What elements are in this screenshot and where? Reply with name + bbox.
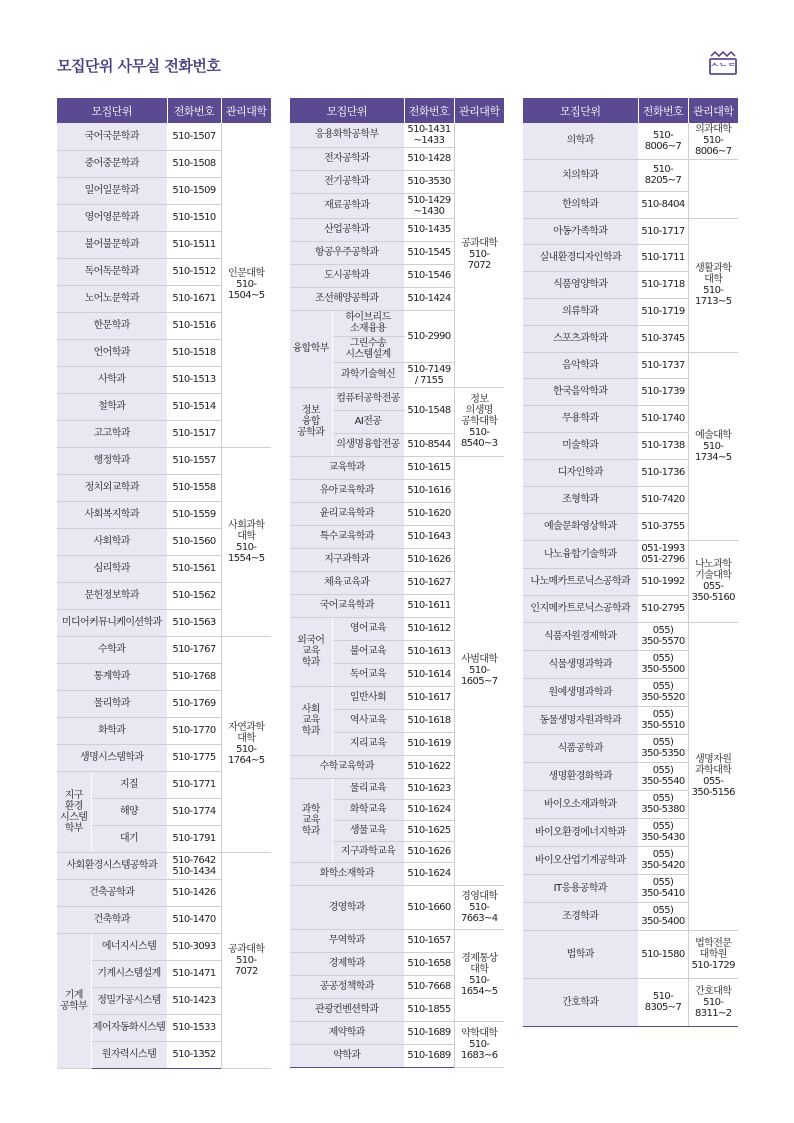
unit-name: 국어교육학과: [290, 594, 404, 617]
college-cell: 간호대학 510- 8311~2: [688, 978, 738, 1026]
unit-name: 조형학과: [523, 486, 638, 513]
phone-number: 510-1671: [167, 285, 221, 312]
phone-number: 510-1514: [167, 393, 221, 420]
phone-number: 510-2990: [404, 310, 454, 362]
unit-name: 지구과학과: [290, 548, 404, 571]
phone-number: 510-1428: [404, 147, 454, 170]
phone-number: 510-1658: [404, 952, 454, 975]
phone-number: 510-1660: [404, 885, 454, 929]
unit-name: 약학과: [290, 1044, 404, 1067]
unit-name: 동물생명자원과학과: [523, 706, 638, 734]
phone-number: 510-1516: [167, 312, 221, 339]
unit-name: 법학과: [523, 930, 638, 978]
phone-number: 510-2795: [638, 595, 688, 622]
phone-number: 510-1513: [167, 366, 221, 393]
phone-number: 510-1719: [638, 298, 688, 325]
unit-name: 문헌정보학과: [57, 582, 167, 609]
college-cell: 공과대학 510- 7072: [454, 123, 504, 387]
unit-name: 경제학과: [290, 952, 404, 975]
group-name: 기계 공학부: [57, 933, 91, 1068]
phone-number: 055) 350-5510: [638, 706, 688, 734]
unit-name: 조선해양공학과: [290, 287, 404, 310]
unit-name: 무역학과: [290, 929, 404, 952]
unit-name: 전자공학과: [290, 147, 404, 170]
unit-name: 화학소재학과: [290, 862, 404, 885]
university-logo-icon: [708, 50, 738, 76]
phone-number: 510-1560: [167, 528, 221, 555]
college-cell: 나노과학 기술대학 055- 350-5160: [688, 540, 738, 622]
unit-name: 원예생명과학과: [523, 678, 638, 706]
unit-name: 식품공학과: [523, 734, 638, 762]
unit-name: 의학과: [523, 123, 638, 159]
college-cell-empty: [688, 159, 738, 218]
unit-name: 식품자원경제학과: [523, 622, 638, 650]
unit-name: 전기공학과: [290, 170, 404, 193]
unit-name: 생물교육: [332, 820, 404, 841]
college-cell: 사회과학 대학 510- 1554~5: [221, 447, 271, 636]
phone-number: 510-1507: [167, 123, 221, 150]
college-cell: 약학대학 510- 1683~6: [454, 1021, 504, 1067]
phone-number: 510-1518: [167, 339, 221, 366]
unit-name: 지구과학교육: [332, 841, 404, 862]
unit-name: 조경학과: [523, 902, 638, 930]
phone-number: 510-1423: [167, 987, 221, 1014]
unit-name: 유아교육학과: [290, 479, 404, 502]
phone-number: 055) 350-5540: [638, 762, 688, 790]
header-college: 관리대학: [221, 98, 271, 123]
phone-number: 510-1517: [167, 420, 221, 447]
phone-table-2: [290, 98, 504, 1068]
phone-number: 510-1470: [167, 906, 221, 933]
phone-number: 510- 8205~7: [638, 159, 688, 191]
unit-name: 건축공학과: [57, 879, 167, 906]
unit-name: 중어중문학과: [57, 150, 167, 177]
unit-name: 건축학과: [57, 906, 167, 933]
unit-name: 항공우주공학과: [290, 241, 404, 264]
unit-name: 사회환경시스템공학과: [57, 852, 167, 879]
phone-number: 510-1767: [167, 636, 221, 663]
phone-number: 510-3755: [638, 513, 688, 540]
unit-name: 관광컨벤션학과: [290, 998, 404, 1021]
unit-name: 제어자동화시스템: [91, 1014, 167, 1041]
unit-name: 노어노문학과: [57, 285, 167, 312]
phone-number: 510-1617: [404, 686, 454, 709]
unit-name: 언어학과: [57, 339, 167, 366]
phone-number: 510-1533: [167, 1014, 221, 1041]
phone-table-1: [57, 98, 271, 1069]
phone-number: 510-1623: [404, 778, 454, 799]
phone-number: 510-1855: [404, 998, 454, 1021]
phone-number: 510-1615: [404, 456, 454, 479]
phone-number: 055) 350-5420: [638, 846, 688, 874]
college-cell: 사범대학 510- 1605~7: [454, 456, 504, 885]
unit-name: 영어교육: [332, 617, 404, 640]
unit-name: 고고학과: [57, 420, 167, 447]
phone-number: 510-1624: [404, 862, 454, 885]
phone-number: 510-1657: [404, 929, 454, 952]
college-cell: 경제통상 대학 510- 1654~5: [454, 929, 504, 1021]
unit-name: 생명시스템학과: [57, 744, 167, 771]
phone-number: 510- 8305~7: [638, 978, 688, 1026]
phone-number: 510-1624: [404, 799, 454, 820]
group-name: 외국어 교육 학과: [290, 617, 332, 686]
phone-number: 510-1619: [404, 732, 454, 755]
header-unit: 모집단위: [523, 98, 638, 123]
header-unit: 모집단위: [57, 98, 167, 123]
phone-number: 510-1426: [167, 879, 221, 906]
unit-name: 한문학과: [57, 312, 167, 339]
phone-number: 510-1559: [167, 501, 221, 528]
unit-name: 간호학과: [523, 978, 638, 1026]
phone-number: 055) 350-5410: [638, 874, 688, 902]
phone-number: 510-1546: [404, 264, 454, 287]
phone-number: 510-1770: [167, 717, 221, 744]
college-cell: 자연과학 대학 510- 1764~5: [221, 636, 271, 852]
header-college: 관리대학: [688, 98, 738, 123]
phone-number: 510-1561: [167, 555, 221, 582]
unit-name: 특수교육학과: [290, 525, 404, 548]
college-cell: 예술대학 510- 1734~5: [688, 352, 738, 540]
unit-name: 바이오산업기계공학과: [523, 846, 638, 874]
college-cell: 생명자원 과학대학 055- 350-5156: [688, 622, 738, 930]
phone-number: 510-1626: [404, 548, 454, 571]
unit-name: 바이오환경에너지학과: [523, 818, 638, 846]
unit-name: 응용화학공학부: [290, 123, 404, 147]
phone-number: 510-7149 / 7155: [404, 362, 454, 387]
phone-number: 510-1992: [638, 568, 688, 595]
phone-number: 510-1471: [167, 960, 221, 987]
phone-number: 510-1424: [404, 287, 454, 310]
phone-number: 510-1545: [404, 241, 454, 264]
phone-number: 510-1435: [404, 218, 454, 241]
unit-name: 지리교육: [332, 732, 404, 755]
college-cell: 정보 의생명 공학대학 510- 8540~3: [454, 387, 504, 456]
phone-number: 055) 350-5500: [638, 650, 688, 678]
unit-name: 제약학과: [290, 1021, 404, 1044]
unit-name: 지질: [91, 771, 167, 798]
unit-name: 정치외교학과: [57, 474, 167, 501]
unit-name: 한의학과: [523, 191, 638, 218]
unit-name: 도시공학과: [290, 264, 404, 287]
unit-name: 공공정책학과: [290, 975, 404, 998]
phone-number: 510-1352: [167, 1041, 221, 1068]
unit-name: 식품영양학과: [523, 271, 638, 298]
unit-name: 경영학과: [290, 885, 404, 929]
phone-number: 510-1625: [404, 820, 454, 841]
unit-name: 일반사회: [332, 686, 404, 709]
phone-number: 510-1627: [404, 571, 454, 594]
unit-name: 물리교육: [332, 778, 404, 799]
unit-name: 행정학과: [57, 447, 167, 474]
header-phone: 전화번호: [404, 98, 454, 123]
unit-name: 식물생명과학과: [523, 650, 638, 678]
unit-name: 기계시스템설계: [91, 960, 167, 987]
group-name: 정보 융합 공학과: [290, 387, 332, 456]
header-unit: 모집단위: [290, 98, 404, 123]
phone-number: 510-1431 ~1433: [404, 123, 454, 147]
phone-number: 510-7668: [404, 975, 454, 998]
phone-number: 055) 350-5350: [638, 734, 688, 762]
unit-name: 생명환경화학과: [523, 762, 638, 790]
phone-number: 510-1580: [638, 930, 688, 978]
unit-name: 통계학과: [57, 663, 167, 690]
unit-name: 예술문화영상학과: [523, 513, 638, 540]
phone-number: 051-1993 051-2796: [638, 540, 688, 568]
group-name: 사회 교육 학과: [290, 686, 332, 755]
unit-name: 무용학과: [523, 405, 638, 432]
phone-number: 510-3093: [167, 933, 221, 960]
college-cell: 경영대학 510- 7663~4: [454, 885, 504, 929]
unit-name: 교육학과: [290, 456, 404, 479]
unit-name: 화학교육: [332, 799, 404, 820]
phone-number: 510-1612: [404, 617, 454, 640]
phone-number: 510-8404: [638, 191, 688, 218]
phone-number: 510-1616: [404, 479, 454, 502]
header-phone: 전화번호: [167, 98, 221, 123]
phone-number: 510-1711: [638, 244, 688, 271]
unit-name: 역사교육: [332, 709, 404, 732]
svg-text:ᄉᄂᄃ: ᄉᄂᄃ: [709, 62, 737, 73]
phone-number: 510-1738: [638, 432, 688, 459]
group-name: 융합학부: [290, 310, 332, 387]
header-college: 관리대학: [454, 98, 504, 123]
phone-number: 510-1689: [404, 1021, 454, 1044]
phone-number: 510-1718: [638, 271, 688, 298]
unit-name: 과학기술혁신: [332, 362, 404, 387]
group-name: 지구 환경 시스템 학부: [57, 771, 91, 852]
phone-number: 510- 8006~7: [638, 123, 688, 159]
phone-number: 510-1740: [638, 405, 688, 432]
unit-name: 사회학과: [57, 528, 167, 555]
unit-name: 디자인학과: [523, 459, 638, 486]
unit-name: 스포츠과학과: [523, 325, 638, 352]
unit-name: 정밀가공시스템: [91, 987, 167, 1014]
unit-name: AI전공: [332, 410, 404, 433]
phone-number: 055) 350-5400: [638, 902, 688, 930]
unit-name: 컴퓨터공학전공: [332, 387, 404, 410]
unit-name: IT응용공학과: [523, 874, 638, 902]
phone-number: 510-1769: [167, 690, 221, 717]
unit-name: 독어교육: [332, 663, 404, 686]
group-name: 과학 교육 학과: [290, 778, 332, 862]
header-phone: 전화번호: [638, 98, 688, 123]
college-cell: 법학전문 대학원 510-1729: [688, 930, 738, 978]
unit-name: 나노융합기술학과: [523, 540, 638, 568]
unit-name: 수학과: [57, 636, 167, 663]
phone-number: 510-1737: [638, 352, 688, 378]
unit-name: 산업공학과: [290, 218, 404, 241]
phone-number: 055) 350-5430: [638, 818, 688, 846]
phone-number: 510-1512: [167, 258, 221, 285]
phone-number: 510-7642 510-1434: [167, 852, 221, 879]
phone-number: 510-1771: [167, 771, 221, 798]
unit-name: 사학과: [57, 366, 167, 393]
phone-number: 510-1563: [167, 609, 221, 636]
unit-name: 불어교육: [332, 640, 404, 663]
unit-name: 수학교육학과: [290, 755, 404, 778]
unit-name: 바이오소재과학과: [523, 790, 638, 818]
unit-name: 독어독문학과: [57, 258, 167, 285]
unit-name: 그린수송 시스템설계: [332, 336, 404, 362]
unit-name: 원자력시스템: [91, 1041, 167, 1068]
phone-number: 510-1739: [638, 378, 688, 405]
phone-number: 510-1613: [404, 640, 454, 663]
unit-name: 국어국문학과: [57, 123, 167, 150]
unit-name: 사회복지학과: [57, 501, 167, 528]
phone-number: 510-1768: [167, 663, 221, 690]
phone-number: 510-1511: [167, 231, 221, 258]
unit-name: 체육교육과: [290, 571, 404, 594]
phone-number: 510-1508: [167, 150, 221, 177]
unit-name: 인지메카트로닉스공학과: [523, 595, 638, 622]
unit-name: 미술학과: [523, 432, 638, 459]
unit-name: 화학과: [57, 717, 167, 744]
unit-name: 윤리교육학과: [290, 502, 404, 525]
unit-name: 에너지시스템: [91, 933, 167, 960]
unit-name: 한국음악학과: [523, 378, 638, 405]
unit-name: 의류학과: [523, 298, 638, 325]
phone-number: 510-1622: [404, 755, 454, 778]
phone-number: 510-1618: [404, 709, 454, 732]
phone-number: 510-1614: [404, 663, 454, 686]
phone-number: 510-1791: [167, 825, 221, 852]
phone-number: 510-7420: [638, 486, 688, 513]
college-cell: 인문대학 510- 1504~5: [221, 123, 271, 447]
phone-number: 510-1775: [167, 744, 221, 771]
unit-name: 재료공학과: [290, 193, 404, 218]
phone-number: 510-1643: [404, 525, 454, 548]
phone-number: 510-1429 ~1430: [404, 193, 454, 218]
phone-number: 510-1620: [404, 502, 454, 525]
unit-name: 영어영문학과: [57, 204, 167, 231]
phone-number: 510-1562: [167, 582, 221, 609]
phone-number: 055) 350-5380: [638, 790, 688, 818]
phone-number: 510-1774: [167, 798, 221, 825]
unit-name: 아동가족학과: [523, 218, 638, 244]
unit-name: 치의학과: [523, 159, 638, 191]
page-title: 모집단위 사무실 전화번호: [57, 57, 221, 75]
unit-name: 나노메카트로닉스공학과: [523, 568, 638, 595]
unit-name: 대기: [91, 825, 167, 852]
phone-number: 055) 350-5520: [638, 678, 688, 706]
college-cell: 생활과학 대학 510- 1713~5: [688, 218, 738, 352]
phone-number: 510-1736: [638, 459, 688, 486]
phone-number: 510-1548: [404, 387, 454, 433]
unit-name: 불어불문학과: [57, 231, 167, 258]
phone-table-3: [523, 98, 738, 1027]
phone-number: 510-3745: [638, 325, 688, 352]
phone-number: 510-1717: [638, 218, 688, 244]
phone-number: 510-1557: [167, 447, 221, 474]
unit-name: 하이브리드 소재융용: [332, 310, 404, 336]
unit-name: 심리학과: [57, 555, 167, 582]
unit-name: 해양: [91, 798, 167, 825]
phone-number: 510-8544: [404, 433, 454, 456]
phone-number: 510-1558: [167, 474, 221, 501]
phone-number: 510-1509: [167, 177, 221, 204]
unit-name: 일어일문학과: [57, 177, 167, 204]
phone-number: 510-1510: [167, 204, 221, 231]
phone-number: 510-1611: [404, 594, 454, 617]
unit-name: 음악학과: [523, 352, 638, 378]
phone-number: 510-1626: [404, 841, 454, 862]
unit-name: 물리학과: [57, 690, 167, 717]
phone-number: 055) 350-5570: [638, 622, 688, 650]
unit-name: 미디어커뮤니케이션학과: [57, 609, 167, 636]
phone-number: 510-3530: [404, 170, 454, 193]
college-cell: 공과대학 510- 7072: [221, 852, 271, 1068]
college-cell: 의과대학 510- 8006~7: [688, 123, 738, 159]
unit-name: 철학과: [57, 393, 167, 420]
unit-name: 실내환경디자인학과: [523, 244, 638, 271]
phone-number: 510-1689: [404, 1044, 454, 1067]
unit-name: 의생명융합전공: [332, 433, 404, 456]
